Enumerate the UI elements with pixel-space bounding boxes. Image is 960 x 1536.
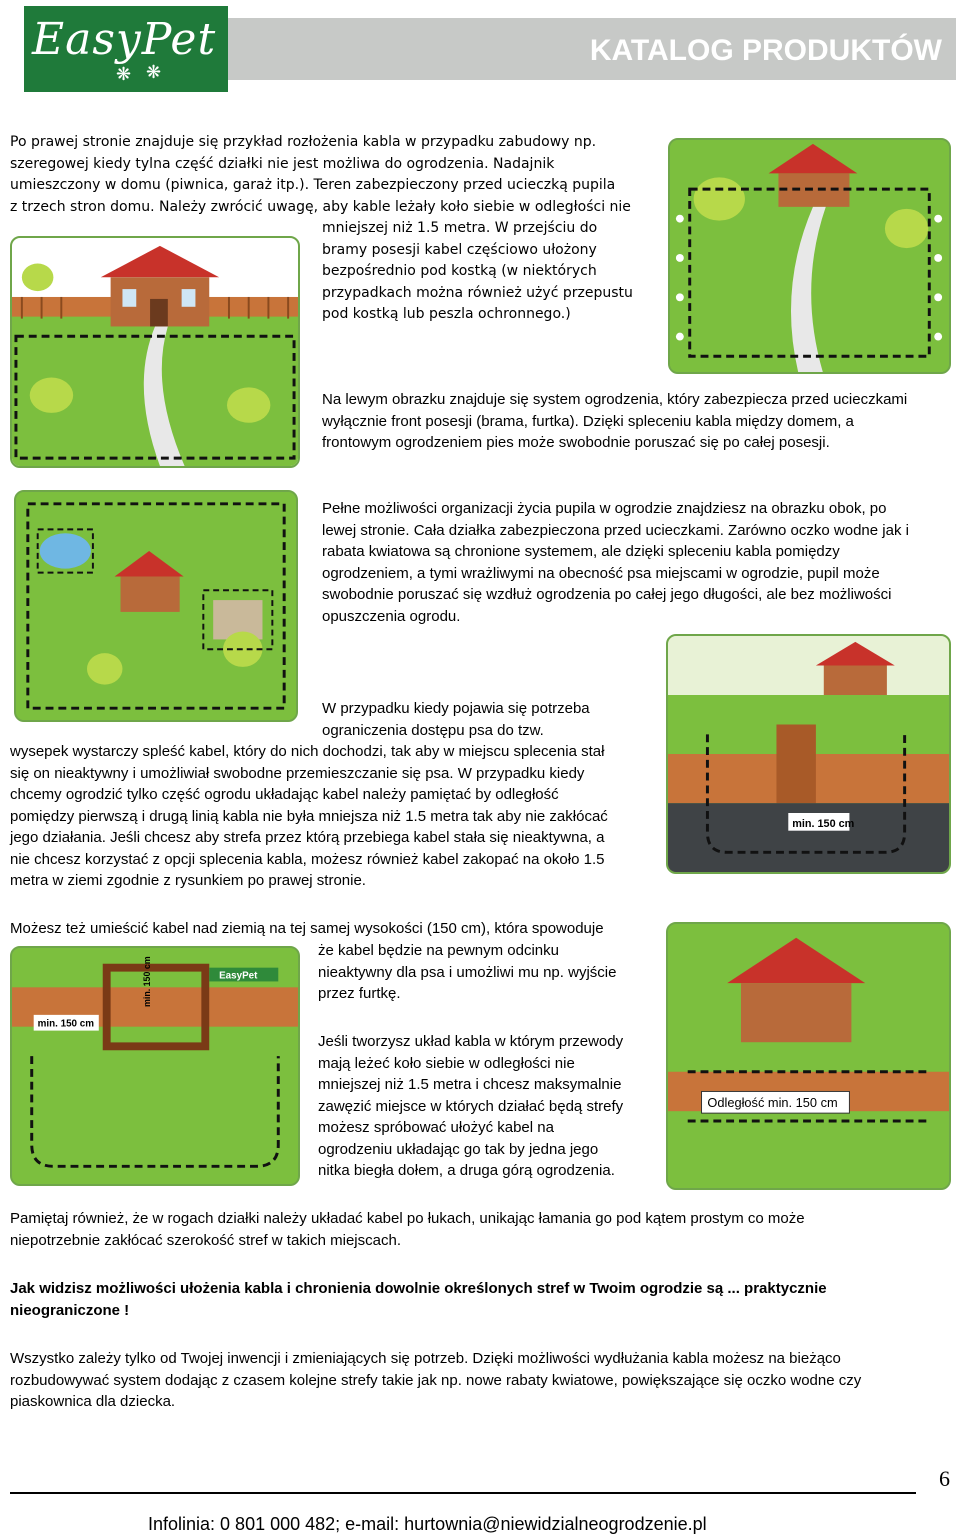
text-line: się on nieaktywny i umożliwiał swobodne przemieszczanie się psa. W przypadku kiedy: [10, 764, 585, 782]
section3-paragraph: [10, 741, 644, 892]
text-line: ogrodzeniem, a tymi wrażliwymi na obecność psa miejscami w ogrodzie, pupil może: [322, 564, 880, 582]
expansion-note: [10, 1348, 950, 1413]
buried-cable-illustration: [666, 634, 951, 874]
text-line: metra w ziemi zgodnie z rysunkiem po prawej stronie.: [10, 872, 366, 889]
text-line: wysepek wystarczy spleść kabel, który do nich dochodzi, tak aby w miejscu splecenia stał: [10, 743, 605, 760]
page-header: [10, 6, 956, 92]
footer-contact: Infolinia: 0 801 000 482; e-mail: hurtownia@niewidzialneogrodzenie.pl: [148, 1514, 707, 1534]
distance-label: Odległość min. 150 cm: [707, 1095, 838, 1111]
text-line: umieszczony w domu (piwnica, garaż itp.). Teren zabezpieczony przed ucieczką pupila: [10, 177, 616, 193]
text-line: mniejszej niż 1.5 metra. W przejściu do: [322, 220, 598, 236]
corners-note: [10, 1208, 950, 1251]
text-line: W przypadku kiedy pojawia się potrzeba: [322, 700, 590, 717]
text-line: mniejszej niż 1.5 metra i chcesz maksymalnie: [318, 1076, 622, 1093]
section4-paragraph2: [318, 1031, 646, 1182]
text-line: niepotrzebnie zakłócać szerokość stref w takich miejscach.: [10, 1231, 401, 1249]
vertical-distance-label: min. 150 cm: [142, 956, 153, 1007]
text-line: bezpośrednio pod kostką (w niektórych: [322, 263, 597, 279]
section1-indent: [322, 218, 644, 326]
text-line: ogrodzeniu układając go tak by jedna jego: [318, 1140, 599, 1158]
text-line: przez furtkę.: [318, 985, 401, 1002]
text-line: nieograniczone !: [10, 1301, 130, 1319]
section4-first-line: [10, 918, 646, 940]
text-line: chcemy ogrodzić tylko część ogrodu układając kabel należy pamiętać by odległość: [10, 786, 559, 803]
header-bar: [228, 18, 956, 80]
text-line: pod kostką lub peszla ochronnego.): [322, 306, 571, 322]
text-line: Wszystko zależy tylko od Twojej inwencji i zmieniających się potrzeb. Dzięki możliwości wydłużania kabla możesz na bieżąco: [10, 1350, 841, 1367]
parallel-cable-illustration: [666, 922, 951, 1190]
text-line: przypadkach można również użyć przepustu: [322, 284, 633, 301]
possibilities-note: [10, 1278, 950, 1321]
text-line: ograniczenia dostępu psa do tzw.: [322, 721, 544, 739]
text-line: rabata kwiatowa są chronione systemem, ale dzięki spleceniu kabla pomiędzy: [322, 543, 840, 560]
page-number: 6: [939, 1466, 950, 1491]
text-line: swobodnie poruszać się wzdłuż ogrodzenia po całej jego długości, ale bez możliwości: [322, 586, 892, 603]
text-line: jego działania. Jeśli chcesz aby strefa przez którą przebiega kabel stała się nieaktywna, a: [10, 829, 605, 846]
text-line: Jak widzisz możliwości ułożenia kabla i chronienia dowolnie określonych stref w Twoim ogrodzie są ... praktycznie: [10, 1280, 827, 1297]
distance-label: min. 150 cm: [792, 817, 855, 830]
text-line: zawęzić miejsce w których działać będą strefy: [318, 1097, 624, 1115]
catalog-title: KATALOG PRODUKTÓW: [589, 34, 942, 67]
text-line: Pełne możliwości organizacji życia pupila w ogrodzie znajdziesz na obrazku obok, po: [322, 500, 887, 517]
text-line: z trzech stron domu. Należy zwrócić uwagę, aby kable leżały koło siebie w odległości nie: [10, 198, 631, 215]
text-line: rozbudowywać system dodając z czasem kolejne strefy takie jak np. nowe rabaty kwiatowe, powiększające się oczko wodne czy: [10, 1371, 862, 1389]
section1-paragraph2: [322, 389, 950, 454]
gate-cable-illustration: [10, 946, 300, 1186]
garden-illustration-front: [10, 236, 300, 468]
section2-paragraph: [322, 498, 950, 627]
text-line: opuszczenia ogrodu.: [322, 607, 461, 625]
text-line: Możesz też umieścić kabel nad ziemią na tej samej wysokości (150 cm), która spowoduje: [10, 920, 604, 937]
gate-logo: EasyPet: [219, 970, 258, 982]
section1-paragraph: [10, 132, 642, 218]
text-line: mają leżeć koło siebie w odległości nie: [318, 1054, 575, 1072]
text-line: nie chcesz korzystać z opcji splecenia kabla, możesz również kabel zakopać na około 1.5: [10, 850, 605, 868]
footer-divider: [10, 1492, 916, 1494]
text-line: pomiędzy pierwszą i drugą linią kabla nie była mniejsza niż 1.5 metra tak aby nie zakłócać: [10, 807, 608, 825]
logo-text: EasyPet: [32, 14, 217, 65]
text-line: wyłącznie front posesji (brama, furtka). Dzięki spleceniu kabla między domem, a: [322, 412, 854, 430]
section4-paragraph1: [318, 940, 646, 1005]
text-line: szeregowej kiedy tylna część działki nie jest możliwa do ogrodzenia. Nadajnik: [10, 155, 555, 172]
text-line: że kabel będzie na pewnym odcinku: [318, 942, 559, 959]
text-line: lewej stronie. Cała działka zabezpieczona przed ucieczkami. Zarówno oczko wodne jak i: [322, 521, 909, 539]
text-line: Pamiętaj również, że w rogach działki należy układać kabel po łukach, unikając łamania go pod kątem prostym co może: [10, 1210, 805, 1227]
easypet-logo: [24, 6, 228, 92]
paw-icon: ❋: [116, 64, 132, 84]
text-line: Po prawej stronie znajduje się przykład rozłożenia kabla w przypadku zabudowy np.: [10, 134, 597, 150]
garden-illustration-full: [14, 490, 298, 722]
section3-indent: [322, 698, 644, 741]
text-line: piaskownica dla dziecka.: [10, 1393, 176, 1410]
garden-illustration-backyard: [668, 138, 951, 374]
gate-distance-label: min. 150 cm: [37, 1018, 95, 1030]
text-line: Na lewym obrazku znajduje się system ogrodzenia, który zabezpiecza przed ucieczkami: [322, 391, 908, 408]
text-line: frontowym ogrodzeniem pies może swobodnie poruszać się po całej posesji.: [322, 434, 830, 451]
text-line: nieaktywny dla psa i umożliwi mu np. wyjście: [318, 963, 617, 981]
text-line: możesz spróbować ułożyć kabel na: [318, 1119, 554, 1136]
text-line: nitka biegła dołem, a druga górą ogrodzenia.: [318, 1162, 615, 1179]
paw-icon: ❋: [146, 62, 162, 82]
text-line: Jeśli tworzysz układ kabla w którym przewody: [318, 1033, 624, 1050]
text-line: bramy posesji kabel częściowo ułożony: [322, 241, 597, 258]
